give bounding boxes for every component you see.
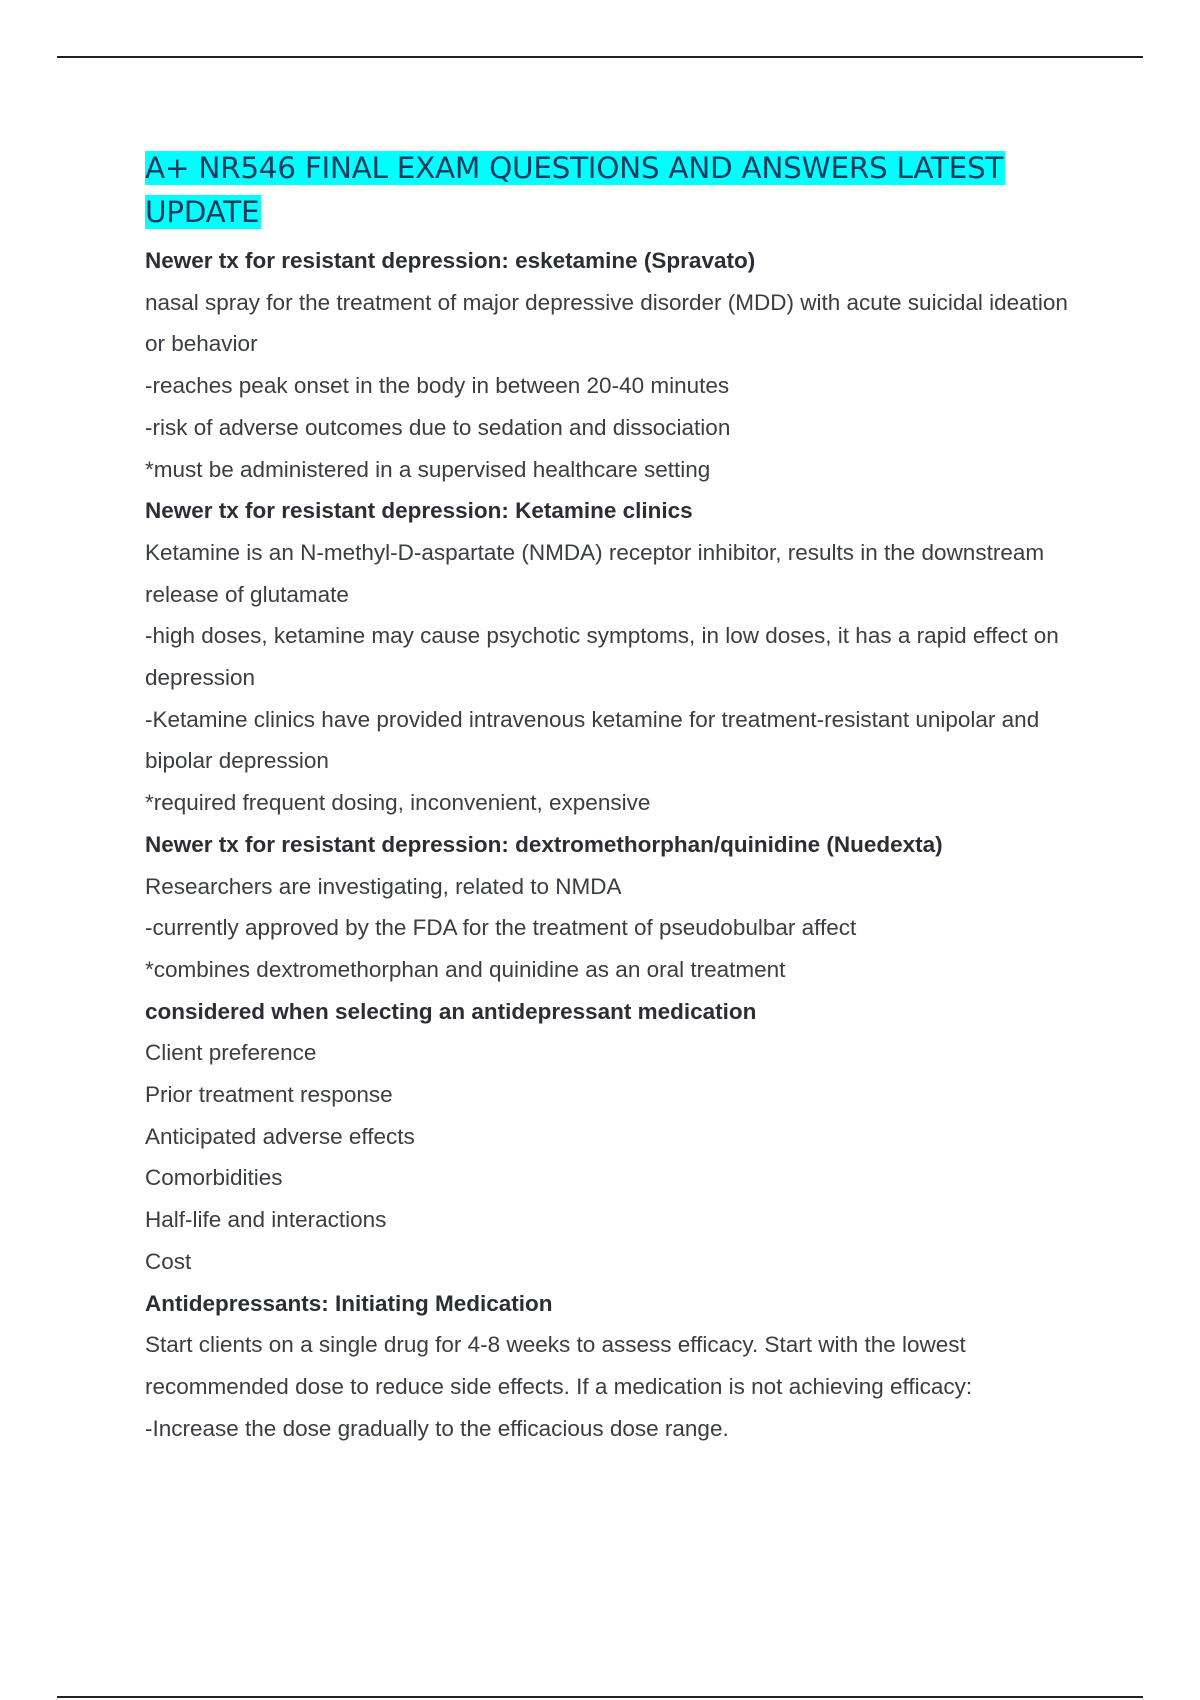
- answer-line: Ketamine is an N-methyl-D-aspartate (NMDA) receptor inhibitor, results in the downstream release of glutamate: [145, 539, 1045, 607]
- answer-line: Start clients on a single drug for 4-8 weeks to assess efficacy. Start with the lowest recommended dose to reduce side effects. If a medication is not achieving efficacy:: [145, 1332, 973, 1399]
- answer-line: Comorbidities: [145, 1165, 283, 1191]
- answer-line: Researchers are investigating, related to NMDA: [145, 873, 622, 899]
- answer-line: -reaches peak onset in the body in between 20-40 minutes: [145, 373, 730, 399]
- header-rule: [57, 56, 1143, 58]
- answer-line: Anticipated adverse effects: [145, 1123, 415, 1149]
- qa-section: [145, 240, 1075, 490]
- question-heading: Antidepressants: Initiating Medication: [145, 1290, 553, 1316]
- document-title: [145, 146, 1075, 234]
- answer-line: -currently approved by the FDA for the treatment of pseudobulbar affect: [145, 915, 857, 941]
- qa-section: [145, 824, 1075, 991]
- document-body: [145, 146, 1075, 1449]
- answer-line: -Increase the dose gradually to the efficacious dose range.: [145, 1415, 729, 1441]
- qa-section: [145, 1283, 1075, 1450]
- footer-rule: [57, 1696, 1143, 1698]
- title-highlight: A+ NR546 FINAL EXAM QUESTIONS AND ANSWERS LATEST UPDATE: [145, 151, 1004, 229]
- question-heading: Newer tx for resistant depression: esketamine (Spravato): [145, 248, 756, 273]
- answer-line: -Ketamine clinics have provided intravenous ketamine for treatment-resistant unipolar and bipolar depression: [145, 706, 1040, 774]
- qa-section: [145, 991, 1075, 1283]
- answer-line: Half-life and interactions: [145, 1207, 387, 1233]
- answer-line: *combines dextromethorphan and quinidine as an oral treatment: [145, 956, 786, 982]
- qa-section: [145, 490, 1075, 824]
- answer-line: Cost: [145, 1248, 192, 1274]
- answer-line: *must be administered in a supervised healthcare setting: [145, 456, 711, 482]
- answer-line: Client preference: [145, 1040, 317, 1066]
- question-heading: considered when selecting an antidepressant medication: [145, 998, 757, 1024]
- answer-line: Prior treatment response: [145, 1082, 393, 1108]
- answer-line: -high doses, ketamine may cause psychotic symptoms, in low doses, it has a rapid effect on depression: [145, 623, 1059, 691]
- question-heading: Newer tx for resistant depression: Ketamine clinics: [145, 498, 693, 524]
- answer-line: -risk of adverse outcomes due to sedation and dissociation: [145, 414, 731, 440]
- answer-line: *required frequent dosing, inconvenient, expensive: [145, 790, 651, 816]
- question-heading: Newer tx for resistant depression: dextromethorphan/quinidine (Nuedexta): [145, 831, 943, 857]
- answer-line: nasal spray for the treatment of major depressive disorder (MDD) with acute suicidal ideation or behavior: [145, 289, 1068, 357]
